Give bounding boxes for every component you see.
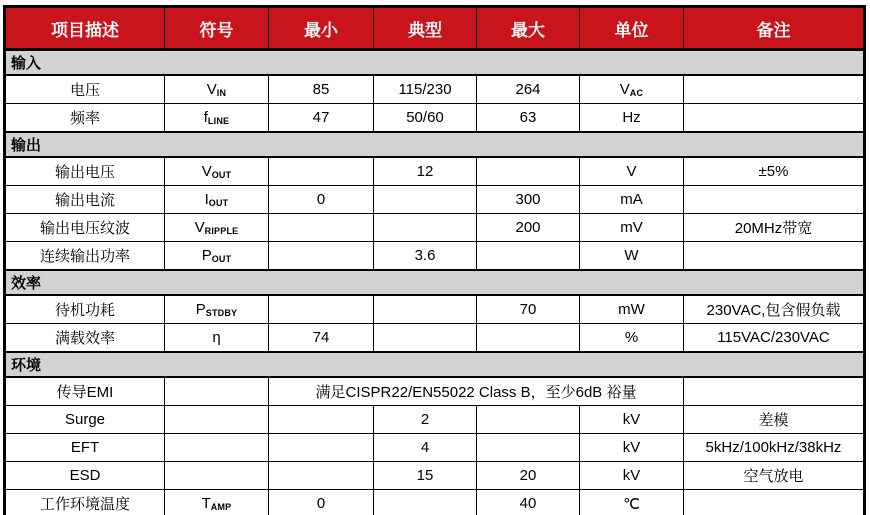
cell-typical bbox=[374, 490, 477, 515]
symbol-subscript: RIPPLE bbox=[204, 226, 239, 236]
symbol-base: V bbox=[206, 81, 217, 98]
cell-min bbox=[269, 434, 374, 462]
cell-max: 70 bbox=[477, 295, 580, 324]
table-row-esd bbox=[5, 462, 865, 490]
symbol-subscript: AMP bbox=[210, 502, 232, 512]
cell-unit: mV bbox=[580, 214, 684, 242]
cell-unit: kV bbox=[580, 434, 684, 462]
cell-symbol bbox=[165, 186, 269, 214]
cell-min bbox=[269, 214, 374, 242]
cell-symbol bbox=[165, 406, 269, 434]
section-row-efficiency bbox=[5, 270, 865, 295]
cell-item: 待机功耗 bbox=[5, 295, 165, 324]
header-row bbox=[5, 7, 865, 50]
cell-symbol bbox=[165, 75, 269, 104]
col-header-max: 最大 bbox=[477, 7, 580, 50]
table-row-output-current bbox=[5, 186, 865, 214]
section-label-input: 输入 bbox=[5, 50, 865, 76]
cell-item: 频率 bbox=[5, 104, 165, 133]
table-row-eft bbox=[5, 434, 865, 462]
cell-symbol bbox=[165, 214, 269, 242]
cell-typical: 115/230 bbox=[374, 75, 477, 104]
cell-max: 264 bbox=[477, 75, 580, 104]
section-row-input bbox=[5, 50, 865, 76]
table-row-full-load-efficiency bbox=[5, 324, 865, 353]
symbol-base: f bbox=[203, 109, 208, 126]
cell-min bbox=[269, 406, 374, 434]
table-row-frequency bbox=[5, 104, 865, 133]
unit-subscript: AC bbox=[629, 88, 644, 98]
symbol-base: P bbox=[195, 301, 206, 318]
cell-note: 5kHz/100kHz/38kHz bbox=[684, 434, 865, 462]
table-row-output-power bbox=[5, 242, 865, 271]
cell-typical bbox=[374, 295, 477, 324]
symbol-subscript: OUT bbox=[208, 198, 229, 208]
symbol-base: η bbox=[212, 329, 221, 346]
cell-typical bbox=[374, 186, 477, 214]
cell-emi-requirement: 满足CISPR22/EN55022 Class B，至少6dB 裕量 bbox=[269, 377, 684, 406]
table-row-output-voltage bbox=[5, 157, 865, 186]
symbol-base: I bbox=[204, 191, 209, 208]
cell-unit: kV bbox=[580, 406, 684, 434]
cell-symbol bbox=[165, 490, 269, 515]
cell-note bbox=[684, 75, 865, 104]
cell-min: 0 bbox=[269, 490, 374, 515]
section-label-environment: 环境 bbox=[5, 352, 865, 377]
symbol-subscript: LINE bbox=[207, 116, 230, 126]
cell-min bbox=[269, 157, 374, 186]
cell-note bbox=[684, 377, 865, 406]
cell-min: 47 bbox=[269, 104, 374, 133]
cell-item: Surge bbox=[5, 406, 165, 434]
cell-note: ±5% bbox=[684, 157, 865, 186]
cell-max bbox=[477, 157, 580, 186]
cell-note bbox=[684, 490, 865, 515]
cell-note bbox=[684, 242, 865, 271]
col-header-typical: 典型 bbox=[374, 7, 477, 50]
cell-max: 20 bbox=[477, 462, 580, 490]
cell-item: 连续输出功率 bbox=[5, 242, 165, 271]
table-row-voltage bbox=[5, 75, 865, 104]
cell-max: 200 bbox=[477, 214, 580, 242]
cell-max bbox=[477, 242, 580, 271]
col-header-min: 最小 bbox=[269, 7, 374, 50]
cell-note bbox=[684, 186, 865, 214]
cell-item: 输出电流 bbox=[5, 186, 165, 214]
cell-item: 电压 bbox=[5, 75, 165, 104]
table-row-surge bbox=[5, 406, 865, 434]
cell-unit bbox=[580, 75, 684, 104]
col-header-unit: 单位 bbox=[580, 7, 684, 50]
cell-item: 输出电压 bbox=[5, 157, 165, 186]
cell-item: 工作环境温度 bbox=[5, 490, 165, 515]
cell-max: 40 bbox=[477, 490, 580, 515]
section-row-output bbox=[5, 132, 865, 157]
cell-typical: 3.6 bbox=[374, 242, 477, 271]
section-row-environment bbox=[5, 352, 865, 377]
cell-typical bbox=[374, 214, 477, 242]
cell-item: EFT bbox=[5, 434, 165, 462]
cell-note: 20MHz带宽 bbox=[684, 214, 865, 242]
cell-symbol bbox=[165, 295, 269, 324]
symbol-base: T bbox=[201, 495, 211, 512]
col-header-notes: 备注 bbox=[684, 7, 865, 50]
cell-item: 传导EMI bbox=[5, 377, 165, 406]
cell-max bbox=[477, 324, 580, 353]
table-row-standby-power bbox=[5, 295, 865, 324]
section-label-output: 输出 bbox=[5, 132, 865, 157]
cell-unit: Hz bbox=[580, 104, 684, 133]
cell-note: 115VAC/230VAC bbox=[684, 324, 865, 353]
cell-item: 满载效率 bbox=[5, 324, 165, 353]
table-row-ambient-temp bbox=[5, 490, 865, 515]
symbol-subscript: OUT bbox=[211, 170, 232, 180]
cell-unit: W bbox=[580, 242, 684, 271]
cell-symbol bbox=[165, 104, 269, 133]
cell-max bbox=[477, 406, 580, 434]
cell-unit: mW bbox=[580, 295, 684, 324]
col-header-symbol: 符号 bbox=[165, 7, 269, 50]
cell-typical: 15 bbox=[374, 462, 477, 490]
cell-min bbox=[269, 295, 374, 324]
cell-max bbox=[477, 434, 580, 462]
spec-table bbox=[3, 5, 866, 515]
cell-item: ESD bbox=[5, 462, 165, 490]
symbol-subscript: OUT bbox=[211, 254, 232, 264]
section-label-efficiency: 效率 bbox=[5, 270, 865, 295]
cell-symbol bbox=[165, 242, 269, 271]
cell-note: 空气放电 bbox=[684, 462, 865, 490]
cell-item: 输出电压纹波 bbox=[5, 214, 165, 242]
cell-symbol bbox=[165, 434, 269, 462]
table-row-conducted-emi bbox=[5, 377, 865, 406]
symbol-base: V bbox=[201, 163, 212, 180]
cell-min: 0 bbox=[269, 186, 374, 214]
unit-base: V bbox=[619, 81, 630, 98]
symbol-subscript: STDBY bbox=[205, 308, 238, 318]
symbol-base: P bbox=[201, 247, 212, 264]
cell-min: 74 bbox=[269, 324, 374, 353]
cell-symbol bbox=[165, 157, 269, 186]
cell-min bbox=[269, 462, 374, 490]
cell-min bbox=[269, 242, 374, 271]
cell-typical: 2 bbox=[374, 406, 477, 434]
col-header-item-desc: 项目描述 bbox=[5, 7, 165, 50]
cell-typical: 50/60 bbox=[374, 104, 477, 133]
cell-max: 300 bbox=[477, 186, 580, 214]
cell-unit: kV bbox=[580, 462, 684, 490]
cell-unit: ℃ bbox=[580, 490, 684, 515]
table-row-output-ripple bbox=[5, 214, 865, 242]
cell-symbol bbox=[165, 324, 269, 353]
cell-unit: mA bbox=[580, 186, 684, 214]
cell-unit: V bbox=[580, 157, 684, 186]
cell-max: 63 bbox=[477, 104, 580, 133]
cell-note bbox=[684, 104, 865, 133]
cell-symbol bbox=[165, 462, 269, 490]
cell-unit: % bbox=[580, 324, 684, 353]
cell-typical: 12 bbox=[374, 157, 477, 186]
cell-min: 85 bbox=[269, 75, 374, 104]
cell-note: 230VAC,包含假负载 bbox=[684, 295, 865, 324]
cell-symbol bbox=[165, 377, 269, 406]
cell-typical: 4 bbox=[374, 434, 477, 462]
symbol-base: V bbox=[194, 219, 205, 236]
symbol-subscript: IN bbox=[216, 88, 227, 98]
cell-typical bbox=[374, 324, 477, 353]
cell-note: 差模 bbox=[684, 406, 865, 434]
